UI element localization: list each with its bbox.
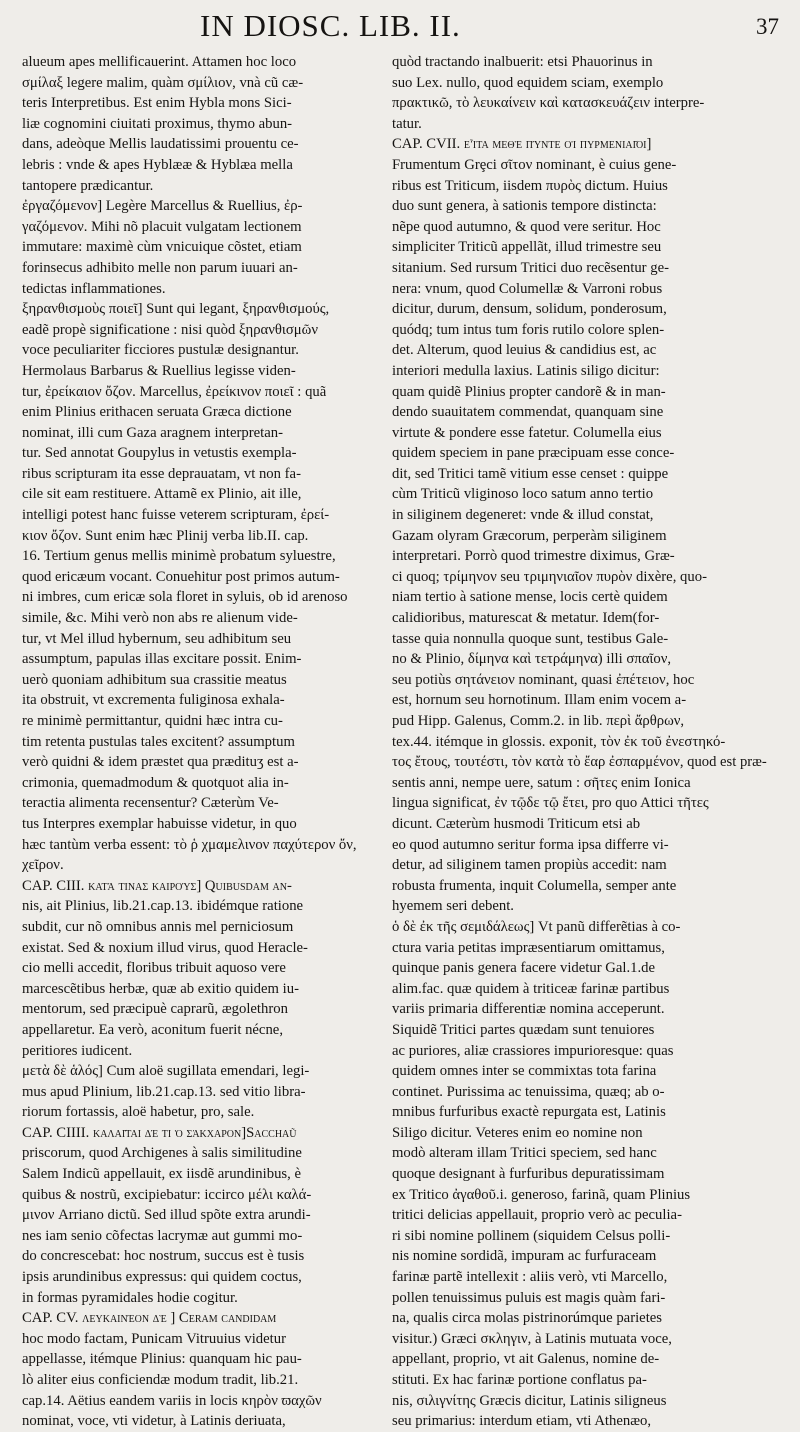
- text-line: dicunt. Cæterùm husmodi Triticum etsi ab: [392, 815, 641, 832]
- text-line: tur, vt Mel illud hybernum, seu adhibitum seu: [22, 630, 292, 647]
- text-line: simpliciter Triticũ appellãt, illud trimestre seu: [392, 239, 662, 256]
- text-line: appellaretur. Ea verò, aconitum fuerit nécne,: [22, 1021, 283, 1038]
- text-line: χεῖρον.: [22, 857, 64, 874]
- text-line: intelligi potest hanc fuisse veterem scripturam, ἐρεί-: [22, 507, 330, 524]
- text-line: est, hornum seu hornotinum. Illam enim vocem a-: [392, 692, 687, 709]
- text-line: stituti. Ex hac farinæ portione conflatus pa-: [392, 1372, 647, 1388]
- text-line: ξηρανθισμοὺς ποιεῖ] Sunt qui legant, ξηρανθισμούς,: [22, 301, 330, 318]
- text-line: alim.fac. quæ quidem à triticeæ farinæ partibus: [392, 980, 670, 997]
- text-line: quidem omnes inter se commixtas tota farina: [392, 1063, 657, 1080]
- text-line: μετὰ δὲ ἁλός] Cum aloë sugillata emendari, legi-: [22, 1063, 310, 1080]
- text-line: mnibus furfuribus exactè repurgata est, Latinis: [392, 1104, 666, 1121]
- text-line: pollen tenuissimus puluis est magis quàm fari-: [392, 1289, 666, 1306]
- text-line: immutare: maximè cùm vnicuique cõstet, etiam: [22, 239, 302, 256]
- text-line: tantopere prædicantur.: [22, 177, 154, 194]
- text-line: quod ericæum vocant. Conuehitur post primos autum-: [22, 568, 340, 585]
- running-head: IN DIOSC. LIB. II.: [200, 8, 461, 43]
- text-line: cap.14. Aëtius eandem variis in locis κηρὸν ϖαχῶν: [22, 1392, 322, 1409]
- text-line: peritiores iudicent.: [22, 1042, 133, 1059]
- text-line: liæ cognomini ciuitati proximus, thymo abun-: [22, 115, 293, 132]
- text-line: verò quidni & idem præstet qua prædituʒ est a-: [22, 754, 299, 771]
- text-line: priscorum, quod Archigenes à salis similitudine: [22, 1145, 302, 1162]
- text-line: detur, ad siliginem tamen propiùs accedit: nam: [392, 857, 667, 874]
- text-line: in formas pyramidales hodie cogitur.: [22, 1289, 238, 1306]
- text-line: virtute & pondere esse fatetur. Columella eius: [392, 424, 662, 441]
- text-line: eadẽ propè significatione : nisi quòd ξηρανθισμῶν: [22, 321, 318, 338]
- text-line: cùm Triticũ vliginoso loco satum anno tertio: [392, 486, 654, 503]
- text-line: pud Hipp. Galenus, Comm.2. in lib. περὶ ἄρθρων,: [392, 713, 685, 729]
- text-line: ribus scripturam ita esse deprauatam, vt non fa-: [22, 465, 301, 482]
- text-line: uerò quoniam adhibitum sua crassitie meatus: [22, 671, 287, 688]
- text-line: ex Tritico ἀγαθοῦ.i. generoso, farinã, quam Plinius: [392, 1186, 691, 1203]
- text-line: nis, ait Plinius, lib.21.cap.13. ibidémque ratione: [22, 898, 304, 915]
- text-line: quòd tractando inalbuerit: etsi Phauorinus in: [392, 54, 653, 70]
- text-line: ipsis arundinibus expressus: qui quidem coctus,: [22, 1269, 302, 1286]
- text-line: dicitur, durum, densum, solidum, ponderosum,: [392, 301, 667, 318]
- text-line: appellasse, itémque Plinius: quanquam hic pau-: [22, 1351, 302, 1368]
- text-line: riorum fortassis, aloë habetur, pro, sale.: [22, 1104, 255, 1121]
- text-line: seu primarius: interdum etiam, vti Athenæo,: [392, 1413, 652, 1430]
- text-line: alueum apes mellificauerint. Attamen hoc loco: [22, 54, 297, 70]
- text-line: crimonia, quemadmodum & quotquot alia in-: [22, 774, 289, 791]
- text-line: sentis anni, nempe uere, satum : σῆτες enim Ionica: [392, 774, 691, 791]
- text-line: enim Plinius erithacen seruata Græca dictione: [22, 404, 292, 421]
- text-line: CAP. CIII. κατά τινας καιρούς] Quibusdam an-: [22, 877, 292, 894]
- text-line: interiori medulla laxius. Latinis siligo dicitur:: [392, 362, 660, 379]
- text-line: simile, &c. Mihi verò non abs re alienum vide-: [22, 610, 298, 627]
- text-line: Siligo dicitur. Veteres enim eo nomine non: [392, 1124, 643, 1141]
- text-line: tasse quia nonnulla quoque sunt, testibus Gale-: [392, 630, 669, 647]
- text-line: modò alteram illam Tritici speciem, sed hanc: [392, 1145, 657, 1162]
- text-line: seu potiùs σητάνειον nominant, quasi ἐπέτειον, hoc: [392, 671, 695, 688]
- text-line: nominat, illi cum Gaza aragnem interpretan-: [22, 424, 284, 441]
- text-line: πρακτικῶ, τὸ λευκαίνειν καὶ κατασκευάζειν interpre-: [392, 95, 705, 112]
- page-header: [0, 6, 800, 50]
- text-line: τος ἔτους, τουτέστι, τὸν κατὰ τὸ ἔαρ ἐσπαρμένον, quod est præ-: [392, 754, 767, 771]
- text-line: nis nomine sordidã, impuram ac furfuraceam: [392, 1248, 657, 1265]
- text-line: Hermolaus Barbarus & Ruellius legisse viden-: [22, 362, 296, 379]
- text-line: dit, sed Tritici tamẽ vitium esse censet : quippe: [392, 465, 669, 482]
- text-line: no & Plinio, δίμηνα καὶ τετράμηνα) illi σπαῖον,: [392, 651, 672, 668]
- text-line: cile sit eam restituere. Attamẽ ex Plinio, ait ille,: [22, 486, 302, 503]
- text-line: lò aliter eius conficiendæ modum tradit, lib.21.: [22, 1372, 299, 1388]
- text-line: ctura varia petitas impræsentiarum omittamus,: [392, 939, 665, 956]
- text-line: ri sibi nomine pollinem (siquidem Celsus polli-: [392, 1227, 671, 1244]
- text-line: cio melli accedit, floribus tribuit aquoso vere: [22, 960, 286, 977]
- text-line: lebris : vnde & apes Hyblææ & Hyblæa mella: [22, 156, 293, 173]
- text-line: duo sunt genera, à sationis tempore distincta:: [392, 198, 657, 215]
- text-line: continet. Purissima ac tenuissima, quæq; ab o-: [392, 1083, 665, 1100]
- text-line: farinæ partẽ intellexit : aliis verò, vti Marcello,: [392, 1269, 668, 1286]
- text-line: tatur.: [392, 115, 422, 132]
- text-line: tedictas inflammationes.: [22, 280, 166, 297]
- text-line: suo Lex. nullo, quod equidem sciam, exemplo: [392, 74, 664, 91]
- text-line: ὁ δὲ ἐκ τῆς σεμιδάλεως] Vt panũ differẽtias à co-: [392, 918, 681, 935]
- text-line: tus Interpres exemplar habuisse videtur, in quo: [22, 815, 297, 832]
- text-line: niam tertio à satione mense, locis certè quidem: [392, 589, 668, 606]
- text-line: tex.44. itémque in glossis. exponit, τὸν ἐκ τοῦ ἐνεστηκό-: [392, 733, 726, 750]
- text-line: in siliginem degeneret: vnde & illud constat,: [392, 507, 654, 524]
- text-line: CAP. CIIII. καλαῖται δέ τι ὁ σάκχαρον]Sacchaũ: [22, 1124, 297, 1141]
- text-line: 16. Tertium genus mellis minimè probatum syluestre,: [22, 548, 336, 565]
- text-line: Frumentum Grȩci σῖτον nominant, è cuius gene-: [392, 156, 677, 173]
- text-line: ci quoq; τρίμηνον seu τριμηνιαῖον πυρὸν dixère, quo-: [392, 568, 707, 585]
- text-line: ἐργαζόμενον] Legère Marcellus & Ruellius, ἐρ-: [22, 198, 303, 215]
- text-line: re minimè permittantur, quidni hæc intra cu-: [22, 713, 283, 729]
- text-line: assumptum, papulas illas excitare possit. Enim-: [22, 651, 302, 668]
- text-line: eo quod autumno seritur forma ipsa differre vi-: [392, 836, 669, 853]
- right-text-column: [392, 52, 772, 1432]
- text-line: teris Interpretibus. Est enim Hybla mons Sici-: [22, 95, 292, 112]
- text-line: quódq; tum intus tum foris rutilo colore splen-: [392, 321, 665, 338]
- text-line: det. Alterum, quod leuius & candidius est, ac: [392, 342, 657, 359]
- text-line: γαζόμενον. Mihi nõ placuit vulgatam lectionem: [22, 218, 302, 235]
- text-line: quibus & nostrũ, excipiebatur: iccirco μέλι καλά-: [22, 1186, 312, 1203]
- text-line: μινον Arriano dictũ. Sed illud spõte extra arundi-: [22, 1207, 311, 1224]
- text-line: existat. Sed & noxium illud virus, quod Heracle-: [22, 939, 308, 956]
- text-line: CAP. CVII. εἶτα μεθὲ πύντε οἱ πυρμενιαῖοι]: [392, 136, 652, 153]
- text-line: hyemem seri debent.: [392, 898, 514, 915]
- text-line: tur. Sed annotat Goupylus in vetustis exempla-: [22, 445, 297, 462]
- text-line: quoque designant à furfuribus depuratissimam: [392, 1166, 665, 1183]
- text-line: lingua significat, ἐν τῷδε τῷ ἔτει, pro quo Attici τῆτες: [392, 795, 709, 812]
- text-line: nes iam senio cõfectas lacrymæ aut gummi mo-: [22, 1227, 303, 1244]
- text-line: CAP. CV. λευκαινέον δὲ ] Ceram candidam: [22, 1310, 277, 1327]
- text-line: hæc tantùm verba essent: τὸ ῥ χμαμελινον παχύτερον ὄν,: [22, 836, 357, 853]
- text-line: visitur.) Græci σκληγιν, à Latinis mutuata voce,: [392, 1330, 672, 1347]
- text-line: nominat, voce, vti videtur, à Latinis deriuata,: [22, 1413, 286, 1430]
- text-line: tritici delicias appellauit, proprio verò ac peculia-: [392, 1207, 682, 1224]
- text-line: robusta frumenta, inquit Columella, semper ante: [392, 877, 677, 894]
- text-line: variis primaria differentiæ nomina acceperunt.: [392, 1001, 665, 1018]
- text-line: interpretari. Porrò quod trimestre diximus, Græ-: [392, 548, 675, 565]
- text-line: ita obstruit, vt excrementa fuliginosa exhala-: [22, 692, 285, 709]
- text-line: nera: vnum, quod Columellæ & Varroni robus: [392, 280, 663, 297]
- text-line: nẽpe quod autumno, & quod vere seritur. Hoc: [392, 218, 661, 235]
- text-line: tur, ἐρείκαιον ὄζον. Marcellus, ἐρείκινον ποιεῖ : quã: [22, 383, 327, 400]
- text-line: quam quidẽ Plinius propter candorẽ & in man-: [392, 383, 666, 400]
- text-line: do concrescebat: hoc nostrum, succus est è tusis: [22, 1248, 305, 1265]
- text-line: quinque panis genera facere videtur Gal.1.de: [392, 960, 656, 977]
- text-line: tim retenta pustulas tales excitent? assumptum: [22, 733, 295, 750]
- text-line: nis, σιλιγνίτης Græcis dicitur, Latinis siligneus: [392, 1392, 667, 1409]
- text-line: voce peculiariter ficciores pustulæ designantur.: [22, 342, 299, 359]
- text-line: dans, adeòque Mellis laudatissimi prouentu ce-: [22, 136, 299, 153]
- text-line: ac puriores, aliæ crassiores impurioresque: quas: [392, 1042, 674, 1059]
- text-line: Siquidẽ Tritici partes quædam sunt tenuiores: [392, 1021, 655, 1038]
- text-line: quidem speciem in pane præcipuam esse conce-: [392, 445, 675, 462]
- text-line: subdit, cur nõ omnibus annis mel perniciosum: [22, 918, 294, 935]
- text-line: appellant, proprio, vt ait Galenus, nomine de-: [392, 1351, 660, 1368]
- text-line: dendo suauitatem commendat, quanquam sine: [392, 404, 664, 421]
- text-line: κιον ὄζον. Sunt enim hæc Plinij verba lib.II. cap.: [22, 527, 309, 544]
- text-line: σμίλαξ legere malim, quàm σμίλιον, vnà cũ cæ-: [22, 74, 304, 91]
- text-line: ribus est Triticum, iisdem πυρὸς dictum. Huius: [392, 177, 668, 194]
- text-line: mentorum, sed præcipuè caprarũ, ægolethron: [22, 1001, 288, 1018]
- text-line: mus apud Plinium, lib.21.cap.13. sed vitio libra-: [22, 1083, 306, 1100]
- text-line: ni imbres, cum ericæ sola floret in syluis, ob id arenoso: [22, 589, 348, 606]
- page-number: 37: [756, 14, 779, 39]
- text-line: Salem Indicũ appellauit, ex iisdẽ arundinibus, è: [22, 1166, 301, 1183]
- text-line: marcescẽtibus herbæ, quæ ab exitio quidem iu-: [22, 980, 299, 997]
- text-line: sitanium. Sed rursum Tritici duo recẽsentur ge-: [392, 259, 669, 276]
- text-line: calidioribus, maturescat & metatur. Idem(for-: [392, 610, 660, 627]
- text-line: hoc modo factam, Punicam Vitruuius videtur: [22, 1330, 286, 1347]
- text-line: na, qualis circa molas pistrinorúmque parietes: [392, 1310, 663, 1327]
- text-line: teractia alimenta recensentur? Cæterùm Ve-: [22, 795, 279, 812]
- left-text-column: [22, 52, 402, 1432]
- text-line: Gazam olyram Græcorum, perperàm siliginem: [392, 527, 667, 544]
- text-line: forinsecus adhibito melle non parum iuuari an-: [22, 259, 298, 276]
